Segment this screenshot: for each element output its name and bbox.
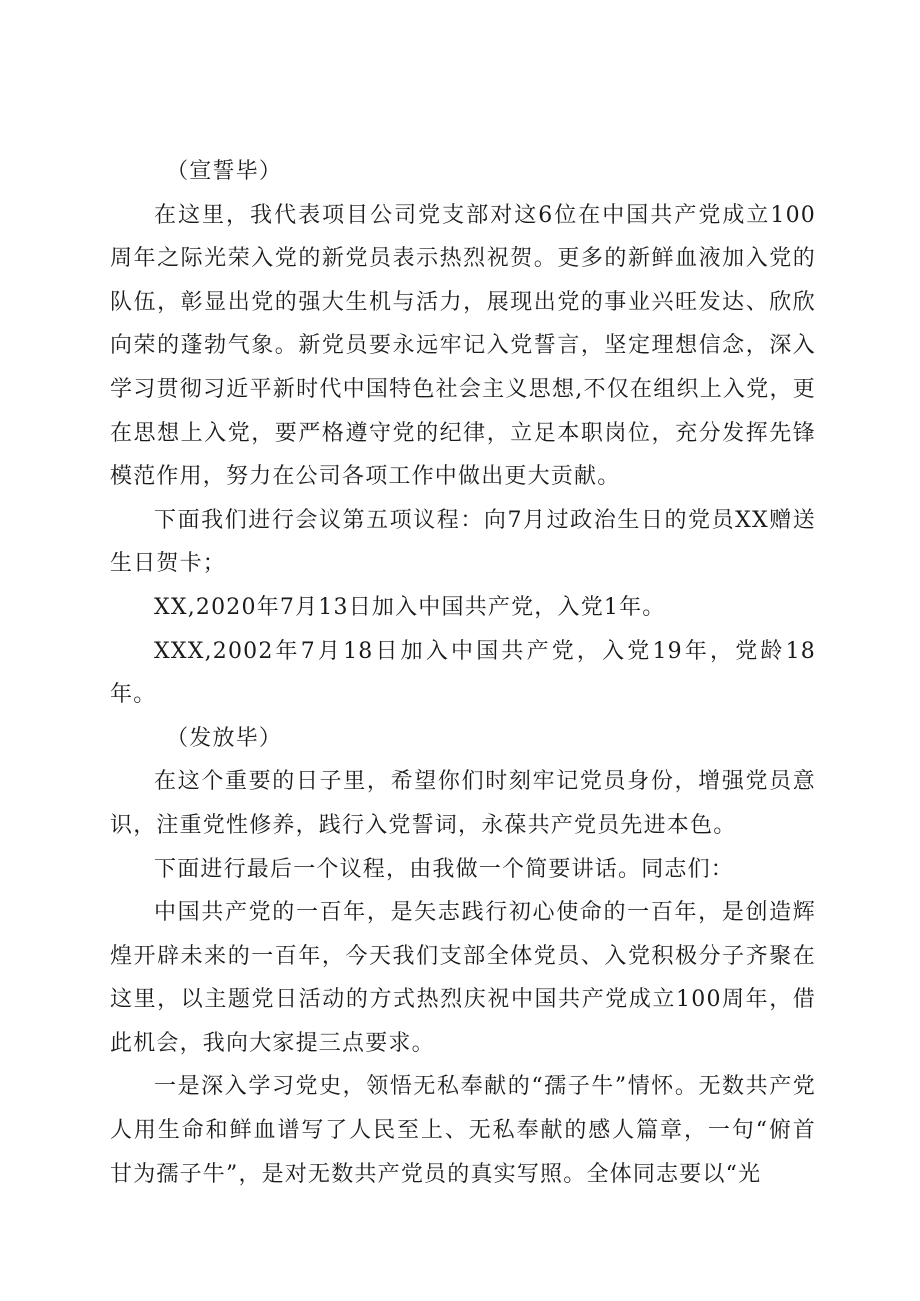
paragraph-member-xx: XX,2020年7月13日加入中国共产党，入党1年。: [154, 594, 666, 620]
paragraph-distribution-complete: （发放毕）: [166, 725, 283, 751]
paragraph-final-agenda: 下面进行最后一个议程，由我做一个简要讲话。同志们：: [154, 856, 735, 882]
paragraph-requirement-one: 一是深入学习党史，领悟无私奉献的“孺子牛”情怀。无数共产党人用生命和鲜血谱写了人民至上、无私奉献的感人篇章，一句“俯首甘为孺子牛”，是对无数共产党员的真实写照。全体同志要以“光: [110, 1074, 816, 1187]
paragraph-agenda-item-five: 下面我们进行会议第五项议程：向7月过政治生日的党员XX赠送生日贺卡；: [110, 507, 816, 577]
document-page: [110, 150, 816, 1196]
paragraph-wishes: 在这个重要的日子里，希望你们时刻牢记党员身份，增强党员意识，注重党性修养，践行入党誓词，永葆共产党员先进本色。: [110, 769, 816, 838]
paragraph-congratulations: 在这里，我代表项目公司党支部对这6位在中国共产党成立100周年之际光荣入党的新党员表示热烈祝贺。更多的新鲜血液加入党的队伍，彰显出党的强大生机与活力，展现出党的事业兴旺发达、欣欣向荣的蓬勃气象。新党员要永远牢记入党誓言，坚定理想信念，深入学习贯彻习近平新时代中国特色社会主义思想,不仅在组织上入党，更在思想上入党，要严格遵守党的纪律，立足本职岗位，充分发挥先锋模范作用，努力在公司各项工作中做出更大贡献。: [110, 202, 816, 490]
paragraph-oath-complete: （宣誓毕）: [166, 159, 283, 184]
paragraph-centenary: 中国共产党的一百年，是矢志践行初心使命的一百年，是创造辉煌开辟未来的一百年，今天我们支部全体党员、入党积极分子齐聚在这里，以主题党日活动的方式热烈庆祝中国共产党成立100周年，借此机会，我向大家提三点要求。: [110, 900, 816, 1056]
paragraph-member-xxx: XXX,2002年7月18日加入中国共产党，入党19年，党龄18年。: [110, 638, 816, 708]
